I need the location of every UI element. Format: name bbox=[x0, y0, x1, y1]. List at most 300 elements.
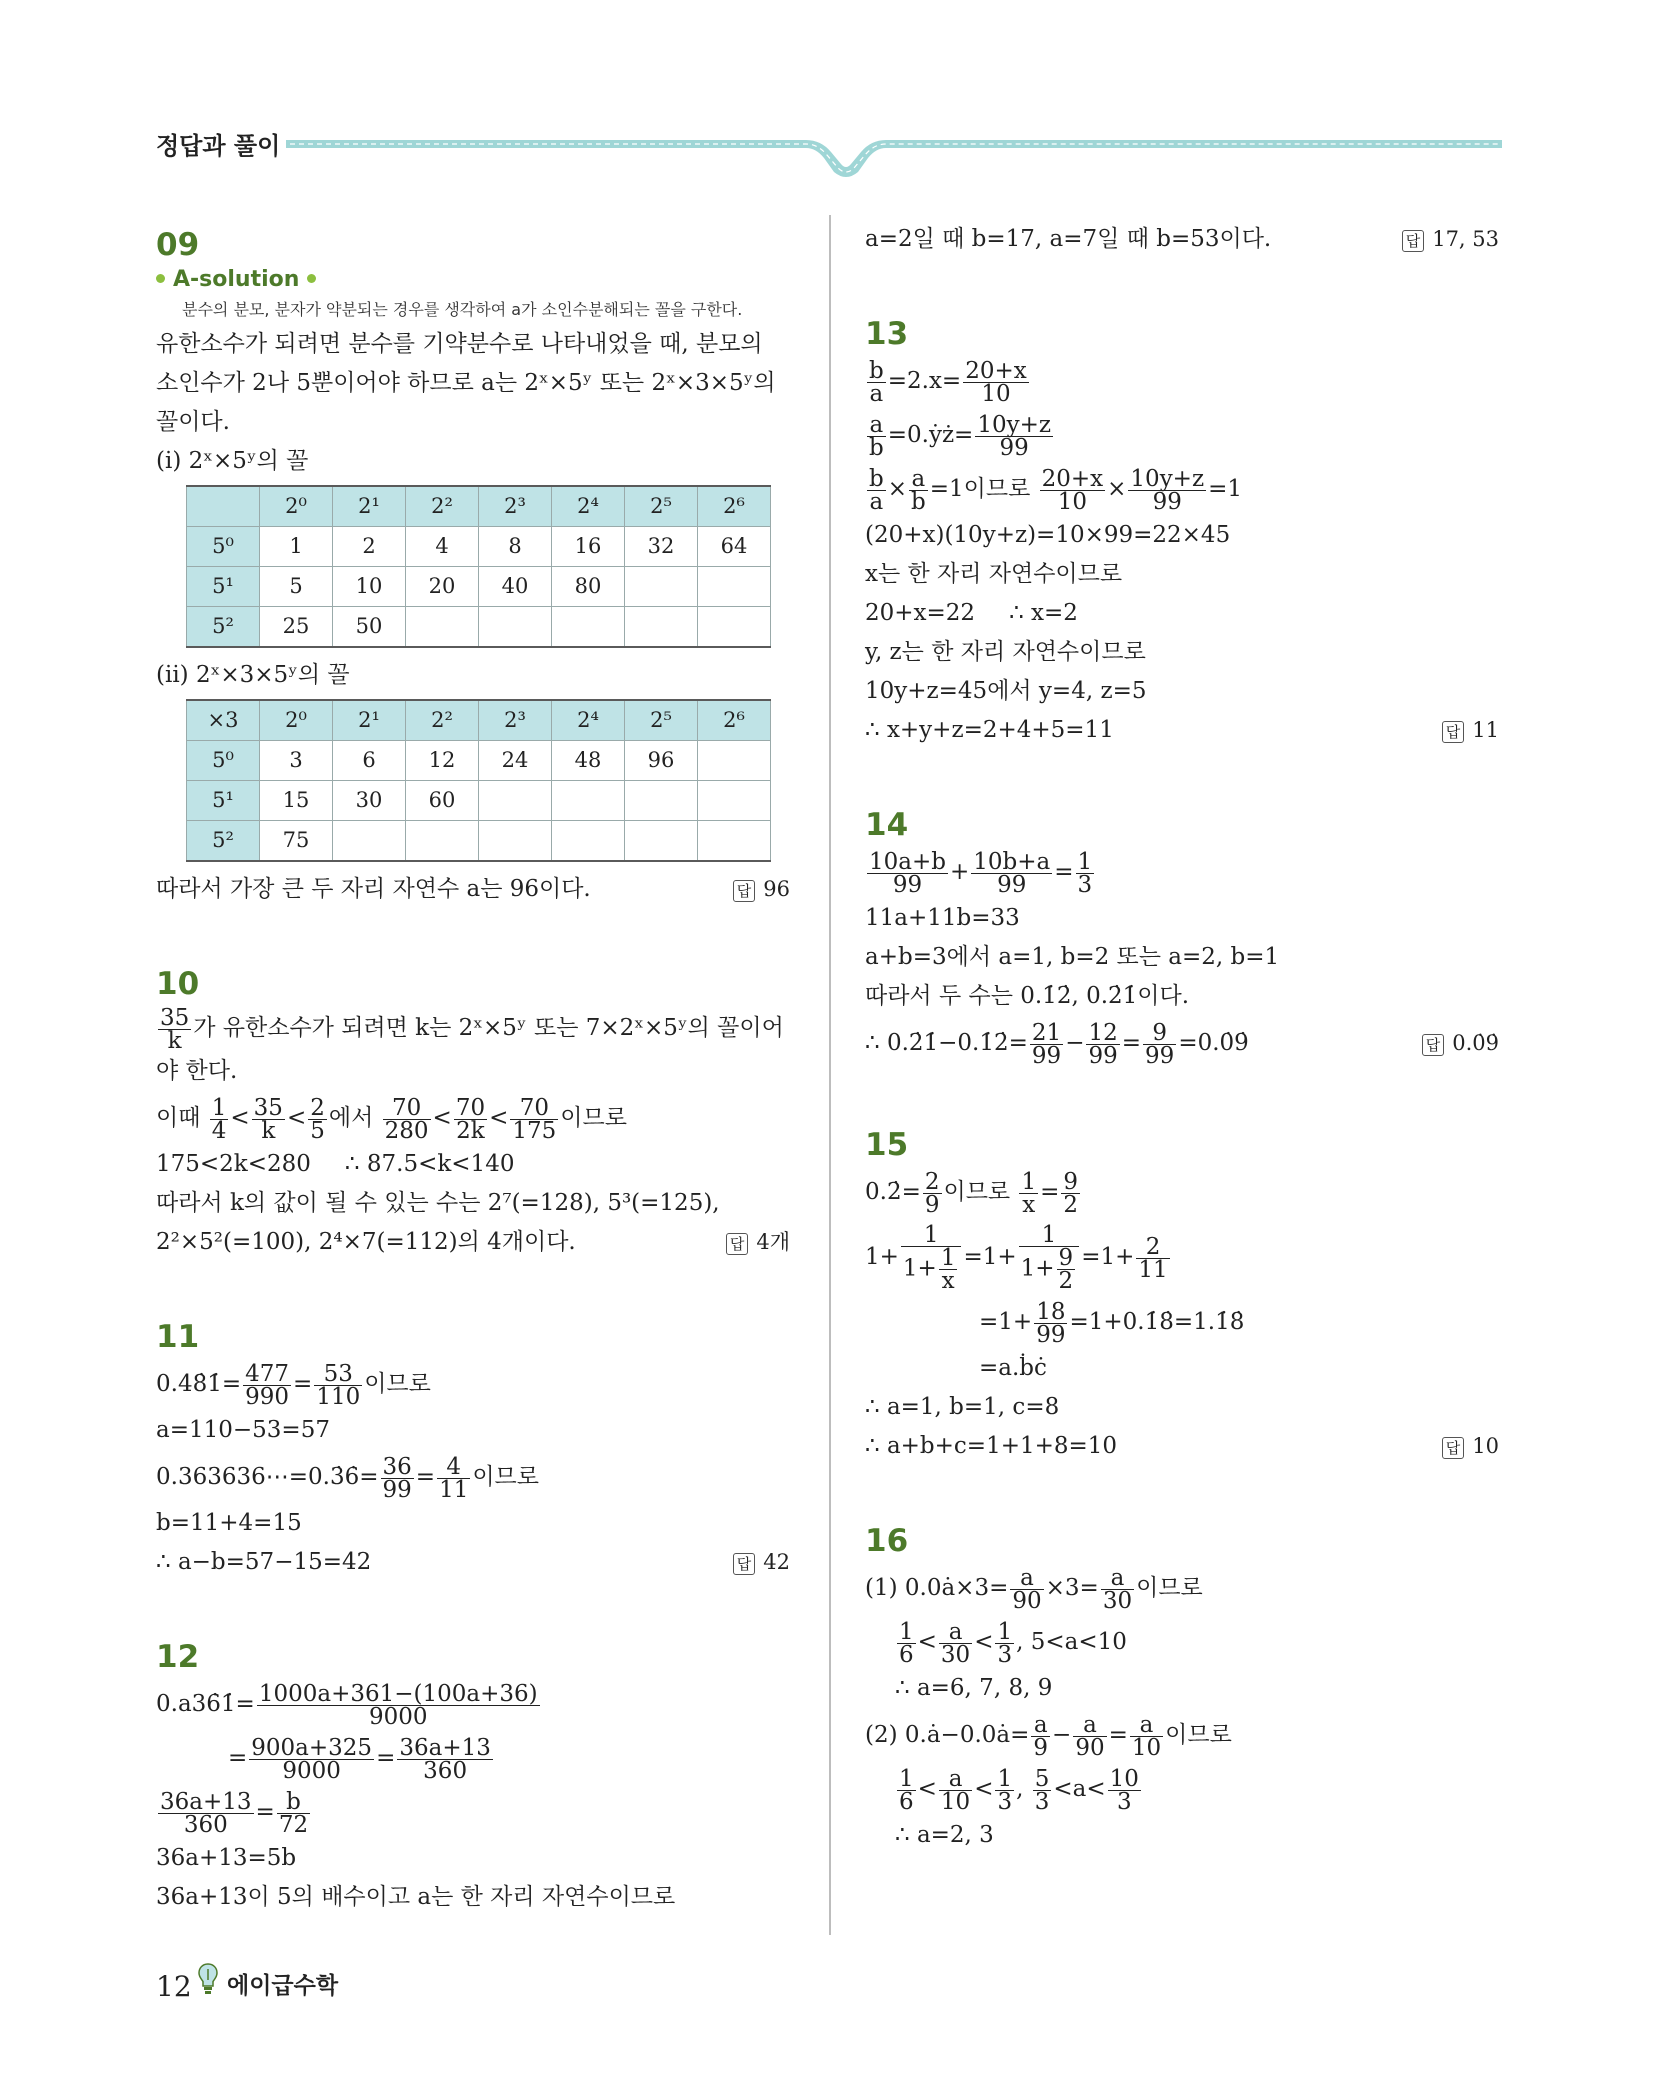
a-solution-text: A-solution bbox=[173, 267, 300, 292]
table-cell bbox=[333, 821, 406, 862]
answer-11 bbox=[733, 1543, 790, 1582]
problem-number-09: 09 bbox=[156, 227, 200, 263]
page-number: 12 bbox=[156, 1970, 192, 2003]
numerator: 35 bbox=[253, 1094, 283, 1121]
denominator: 9 bbox=[1033, 1734, 1049, 1761]
numerator: 10 bbox=[1109, 1765, 1139, 1792]
text-line bbox=[865, 220, 1499, 259]
fraction bbox=[1034, 1298, 1067, 1348]
denominator: 2 bbox=[1058, 1268, 1074, 1294]
problem-number-10: 10 bbox=[156, 966, 200, 1002]
fraction bbox=[1076, 848, 1095, 898]
operator: = bbox=[1054, 859, 1074, 885]
fraction bbox=[867, 465, 886, 515]
numerator: 1 bbox=[1077, 848, 1093, 875]
text: 0.48̇1̇= bbox=[156, 1371, 242, 1397]
operator: < bbox=[286, 1105, 307, 1131]
fraction bbox=[249, 1734, 374, 1784]
answer-value: 42 bbox=[763, 1550, 790, 1574]
math-line bbox=[865, 462, 1499, 516]
numerator: 1000a+361−(100a+36) bbox=[258, 1680, 538, 1707]
table-row bbox=[187, 781, 771, 821]
a-solution-label bbox=[156, 265, 790, 295]
answer-value: 96 bbox=[763, 877, 790, 901]
table-corner-cell bbox=[187, 486, 260, 527]
denominator: 99 bbox=[382, 1476, 412, 1503]
text: ∴ a−b=57−15=42 bbox=[156, 1549, 372, 1575]
table-cell: 75 bbox=[260, 821, 333, 862]
fraction bbox=[1101, 1564, 1134, 1614]
text-line: 소인수가 2나 5뿐이어야 하므로 a는 2ˣ×5ʸ 또는 2ˣ×3×5ʸ의 bbox=[156, 370, 776, 396]
answer-value: 0.0̇9̇ bbox=[1452, 1031, 1499, 1055]
table-corner-cell: ×3 bbox=[187, 700, 260, 741]
math-line bbox=[865, 1762, 1499, 1816]
fraction bbox=[939, 1247, 958, 1292]
numerator: 70 bbox=[510, 1097, 558, 1120]
numerator: 21 bbox=[1031, 1019, 1062, 1046]
numerator: a bbox=[1010, 1567, 1043, 1590]
text-line bbox=[156, 1004, 790, 1052]
text-line: x는 한 자리 자연수이므로 bbox=[865, 561, 1123, 587]
table-row-header: 5⁰ bbox=[187, 741, 260, 781]
numerator: 12 bbox=[1088, 1019, 1118, 1046]
fraction bbox=[158, 1004, 191, 1054]
table-cell: 1 bbox=[260, 527, 333, 567]
numerator: 2 bbox=[924, 1168, 940, 1195]
table-cell: 8 bbox=[479, 527, 552, 567]
denominator: b bbox=[911, 488, 926, 515]
table-column-header: 2⁰ bbox=[260, 486, 333, 527]
fraction bbox=[314, 1360, 362, 1410]
answer-12 bbox=[1402, 220, 1499, 259]
table-column-header: 2³ bbox=[479, 700, 552, 741]
denominator: 9000 bbox=[282, 1757, 341, 1784]
fraction bbox=[1128, 465, 1206, 515]
problem-number-15: 15 bbox=[865, 1127, 909, 1163]
table-column-header: 2⁶ bbox=[698, 700, 771, 741]
table-cell: 5 bbox=[260, 567, 333, 607]
answer-value: 4개 bbox=[756, 1230, 790, 1254]
page-section-title: 정답과 풀이 bbox=[156, 132, 281, 160]
math-line bbox=[156, 1677, 790, 1731]
operator: < bbox=[974, 1776, 994, 1802]
text: =1 bbox=[1208, 476, 1242, 502]
numerator: b bbox=[869, 357, 884, 384]
table-cell: 2 bbox=[333, 527, 406, 567]
power-table-1 bbox=[186, 485, 771, 648]
denominator: 99 bbox=[1145, 1042, 1175, 1069]
table-column-header: 2⁵ bbox=[625, 486, 698, 527]
math-line bbox=[156, 1785, 790, 1839]
fraction bbox=[243, 1360, 291, 1410]
table-cell bbox=[479, 607, 552, 648]
math-line bbox=[865, 1427, 1499, 1466]
numerator: a bbox=[1073, 1714, 1106, 1737]
text: 이때 bbox=[156, 1105, 201, 1131]
numerator: 1 bbox=[211, 1094, 227, 1121]
numerator: 36a+13 bbox=[160, 1788, 252, 1815]
problem-number-11: 11 bbox=[156, 1319, 200, 1355]
text: ∴ x=2 bbox=[1009, 600, 1078, 626]
math-line bbox=[156, 1357, 790, 1411]
text: =1+ bbox=[1081, 1244, 1135, 1270]
numerator: 9 bbox=[1063, 1168, 1079, 1195]
math-line: 10y+z=45에서 y=4, z=5 bbox=[865, 678, 1147, 704]
math-line bbox=[156, 1543, 790, 1582]
math-line: a=110−53=57 bbox=[156, 1417, 330, 1443]
denominator: a bbox=[869, 488, 884, 515]
denominator: 99 bbox=[997, 871, 1027, 898]
table-column-header: 2² bbox=[406, 700, 479, 741]
table-cell bbox=[406, 607, 479, 648]
fraction bbox=[257, 1680, 540, 1730]
operator: = bbox=[255, 1799, 275, 1825]
table-column-header: 2⁰ bbox=[260, 700, 333, 741]
text: 1+ bbox=[1020, 1255, 1055, 1282]
table-cell bbox=[698, 567, 771, 607]
text: =2.x= bbox=[887, 368, 962, 394]
table-column-header: 2² bbox=[406, 486, 479, 527]
operator: < bbox=[489, 1105, 509, 1131]
numerator: 900a+325 bbox=[251, 1734, 373, 1761]
math-line bbox=[865, 408, 1499, 462]
fraction bbox=[995, 1618, 1014, 1668]
table-column-header: 2⁴ bbox=[552, 700, 625, 741]
numerator: 10a+b bbox=[869, 848, 946, 875]
solution-hint: 분수의 분모, 분자가 약분되는 경우를 생각하여 a가 소인수분해되는 꼴을 구한다. bbox=[182, 300, 743, 319]
operator: = bbox=[1121, 1030, 1142, 1056]
denominator: 2k bbox=[456, 1117, 485, 1144]
fraction bbox=[454, 1094, 487, 1144]
fraction bbox=[397, 1734, 493, 1784]
operator: − bbox=[1052, 1722, 1072, 1748]
math-line: ∴ a=1, b=1, c=8 bbox=[865, 1394, 1060, 1420]
answer-value: 11 bbox=[1472, 718, 1499, 742]
text-line bbox=[156, 1223, 790, 1262]
fraction bbox=[1040, 465, 1106, 515]
denominator: 90 bbox=[1012, 1587, 1042, 1614]
math-line bbox=[865, 1561, 1499, 1615]
math-line bbox=[865, 1295, 1499, 1349]
math-line bbox=[865, 594, 1499, 633]
numerator: 477 bbox=[245, 1360, 290, 1387]
text: ×3= bbox=[1045, 1575, 1099, 1601]
power-table-2 bbox=[186, 699, 771, 862]
text-line: 36a+13이 5의 배수이고 a는 한 자리 자연수이므로 bbox=[156, 1884, 676, 1910]
text-line: y, z는 한 자리 자연수이므로 bbox=[865, 639, 1146, 665]
denominator: b bbox=[869, 434, 884, 461]
table-cell bbox=[625, 781, 698, 821]
numerator: 2 bbox=[310, 1094, 325, 1121]
denominator: a bbox=[869, 380, 884, 407]
math-line bbox=[865, 354, 1499, 408]
table-column-header: 2⁵ bbox=[625, 700, 698, 741]
fraction bbox=[909, 465, 928, 515]
conclusion-text: 따라서 가장 큰 두 자리 자연수 a는 96이다. bbox=[156, 876, 591, 902]
table-cell: 60 bbox=[406, 781, 479, 821]
fraction bbox=[308, 1094, 327, 1144]
answer-09 bbox=[733, 870, 790, 909]
text: 0.2̇= bbox=[865, 1179, 921, 1205]
text: , bbox=[1016, 1776, 1024, 1802]
text: 이므로 bbox=[364, 1371, 431, 1397]
table-cell bbox=[479, 781, 552, 821]
numerator: a bbox=[939, 1768, 972, 1791]
table-row bbox=[187, 527, 771, 567]
text: =1+ bbox=[979, 1309, 1033, 1335]
bullet-dot-icon bbox=[156, 274, 165, 283]
math-line bbox=[865, 1016, 1499, 1070]
numerator: 1 bbox=[997, 1618, 1013, 1645]
numerator: 4 bbox=[437, 1456, 470, 1479]
operator: = bbox=[1108, 1722, 1128, 1748]
denominator: k bbox=[261, 1117, 276, 1144]
table-cell: 4 bbox=[406, 527, 479, 567]
math-line bbox=[865, 1615, 1499, 1669]
answer-badge: 답 bbox=[733, 880, 756, 902]
text: ∴ 0.2̇1̇−0.1̇2̇= bbox=[865, 1030, 1028, 1056]
text: 0.a36̇1̇= bbox=[156, 1691, 255, 1717]
fraction bbox=[867, 411, 886, 461]
table-cell: 32 bbox=[625, 527, 698, 567]
numerator: 2 bbox=[1136, 1236, 1169, 1259]
fraction bbox=[971, 848, 1052, 898]
numerator: a bbox=[867, 414, 886, 437]
fraction bbox=[1030, 1019, 1063, 1069]
fraction bbox=[1130, 1711, 1163, 1761]
denominator: x bbox=[1022, 1191, 1036, 1218]
numerator: a bbox=[939, 1621, 972, 1644]
conclusion-line bbox=[156, 870, 790, 909]
table-column-header: 2¹ bbox=[333, 700, 406, 741]
text: =0.0̇9̇ bbox=[1178, 1030, 1249, 1056]
denominator: 360 bbox=[183, 1811, 228, 1838]
fraction bbox=[437, 1453, 470, 1503]
table-row-header: 5¹ bbox=[187, 781, 260, 821]
table-cell bbox=[406, 821, 479, 862]
problem-number-13: 13 bbox=[865, 316, 909, 352]
numerator: 70 bbox=[455, 1094, 486, 1121]
fraction bbox=[1019, 1168, 1038, 1218]
answer-badge: 답 bbox=[1442, 721, 1465, 743]
denominator: 99 bbox=[892, 871, 923, 898]
table-cell: 25 bbox=[260, 607, 333, 648]
complex-fraction bbox=[1019, 1224, 1080, 1292]
fraction bbox=[995, 1765, 1014, 1815]
operator: < bbox=[917, 1629, 937, 1655]
fraction bbox=[897, 1765, 916, 1815]
text: 2²×5²(=100), 2⁴×7(=112)의 4개이다. bbox=[156, 1229, 576, 1255]
denominator: 3 bbox=[1077, 871, 1093, 898]
answer-value: 17, 53 bbox=[1432, 227, 1499, 251]
table-row bbox=[187, 567, 771, 607]
numerator: a bbox=[909, 468, 928, 491]
bullet-dot-icon bbox=[307, 274, 316, 283]
fraction bbox=[1143, 1019, 1176, 1069]
problem-number-16: 16 bbox=[865, 1523, 909, 1559]
numerator: 1 bbox=[899, 1765, 914, 1792]
denominator: 3 bbox=[997, 1641, 1013, 1668]
text: 1+ bbox=[865, 1244, 899, 1270]
numerator: b bbox=[869, 465, 884, 492]
fraction bbox=[1086, 1019, 1119, 1069]
operator: = bbox=[228, 1745, 248, 1771]
table-cell: 6 bbox=[333, 741, 406, 781]
table-cell: 15 bbox=[260, 781, 333, 821]
text: , 5<a<10 bbox=[1016, 1629, 1127, 1655]
numerator: 1 bbox=[899, 1618, 914, 1645]
brand-name: 에이급수학 bbox=[227, 1973, 339, 1999]
fraction bbox=[277, 1788, 310, 1838]
fraction bbox=[1136, 1233, 1169, 1283]
text: (1) 0.0ȧ×3= bbox=[865, 1575, 1009, 1601]
column-divider bbox=[829, 215, 831, 1935]
numerator: 18 bbox=[1036, 1298, 1066, 1325]
operator: − bbox=[1065, 1030, 1085, 1056]
table-cell: 80 bbox=[552, 567, 625, 607]
math-line bbox=[865, 1708, 1499, 1762]
table-column-header: 2¹ bbox=[333, 486, 406, 527]
operator: = bbox=[1040, 1179, 1060, 1205]
math-line bbox=[865, 845, 1499, 899]
table-row bbox=[187, 741, 771, 781]
text: 175<2k<280 bbox=[156, 1151, 311, 1177]
fraction bbox=[1108, 1765, 1141, 1815]
text: 1+ bbox=[902, 1255, 937, 1282]
table-cell: 40 bbox=[479, 567, 552, 607]
numerator: 9 bbox=[1143, 1022, 1176, 1045]
fraction bbox=[1073, 1711, 1106, 1761]
answer-badge: 답 bbox=[1422, 1034, 1445, 1056]
text: a=2일 때 b=17, a=7일 때 b=53이다. bbox=[865, 226, 1272, 252]
fraction bbox=[1057, 1247, 1076, 1292]
table-cell: 24 bbox=[479, 741, 552, 781]
numerator: b bbox=[277, 1791, 310, 1814]
table-cell bbox=[552, 821, 625, 862]
table-cell bbox=[698, 821, 771, 862]
table-cell bbox=[625, 821, 698, 862]
denominator: 6 bbox=[899, 1788, 914, 1815]
answer-value: 10 bbox=[1472, 1434, 1499, 1458]
numerator: 53 bbox=[314, 1363, 362, 1386]
header-decorative-band bbox=[286, 130, 1502, 180]
text: ∴ 87.5<k<140 bbox=[344, 1151, 515, 1177]
lightbulb-icon bbox=[196, 1962, 220, 1996]
numerator: a bbox=[1031, 1714, 1050, 1737]
problem-number-14: 14 bbox=[865, 807, 909, 843]
answer-badge: 답 bbox=[1402, 230, 1425, 252]
numerator: 35 bbox=[160, 1004, 190, 1031]
operator: < bbox=[974, 1629, 994, 1655]
text: <a< bbox=[1053, 1776, 1106, 1802]
operator: = bbox=[293, 1371, 313, 1397]
denominator: 99 bbox=[999, 434, 1029, 461]
operator: + bbox=[949, 859, 970, 885]
text: =1이므로 bbox=[929, 476, 1031, 502]
fraction bbox=[383, 1094, 431, 1144]
fraction bbox=[963, 357, 1029, 407]
fraction bbox=[158, 1788, 254, 1838]
denominator: 99 bbox=[1088, 1042, 1118, 1069]
text: (2) 0.ȧ−0.0ȧ= bbox=[865, 1722, 1030, 1748]
denominator: 990 bbox=[245, 1383, 290, 1410]
table-cell: 12 bbox=[406, 741, 479, 781]
math-line: b=11+4=15 bbox=[156, 1510, 302, 1536]
answer-13 bbox=[1442, 711, 1499, 750]
denominator: 9000 bbox=[368, 1703, 428, 1730]
math-line: (20+x)(10y+z)=10×99=22×45 bbox=[865, 522, 1231, 548]
fraction bbox=[1031, 1711, 1050, 1761]
table-column-header: 2³ bbox=[479, 486, 552, 527]
text: =0.ẏż= bbox=[887, 422, 974, 448]
denominator: 99 bbox=[1152, 488, 1182, 515]
fraction bbox=[897, 1618, 916, 1668]
math-line: 36a+13=5b bbox=[156, 1845, 297, 1871]
table-row-header: 5¹ bbox=[187, 567, 260, 607]
text-line: 야 한다. bbox=[156, 1058, 238, 1084]
denominator: k bbox=[167, 1027, 182, 1054]
fraction bbox=[939, 1618, 972, 1668]
table-cell bbox=[625, 607, 698, 648]
table-cell bbox=[698, 607, 771, 648]
text: 에서 bbox=[328, 1105, 374, 1131]
fraction bbox=[1010, 1564, 1043, 1614]
answer-15 bbox=[1442, 1427, 1499, 1466]
numerator: 70 bbox=[383, 1097, 431, 1120]
math-line bbox=[156, 1145, 790, 1184]
complex-fraction bbox=[901, 1224, 962, 1292]
text: =1+0.1̇8̇=1.1̇8̇ bbox=[1069, 1309, 1245, 1335]
fraction bbox=[1061, 1168, 1080, 1218]
operator: = bbox=[415, 1464, 436, 1490]
operator: = bbox=[376, 1745, 396, 1771]
fraction bbox=[867, 357, 886, 407]
fraction bbox=[923, 1168, 942, 1218]
table-cell bbox=[479, 821, 552, 862]
math-line: a+b=3에서 a=1, b=2 또는 a=2, b=1 bbox=[865, 944, 1280, 970]
denominator bbox=[1019, 1247, 1080, 1292]
text: ∴ x+y+z=2+4+5=11 bbox=[865, 717, 1114, 743]
denominator: 175 bbox=[512, 1117, 557, 1144]
table-cell: 96 bbox=[625, 741, 698, 781]
denominator bbox=[901, 1247, 962, 1292]
table-row-header: 5² bbox=[187, 821, 260, 862]
math-line bbox=[156, 1091, 790, 1145]
denominator: 30 bbox=[940, 1641, 971, 1668]
math-line bbox=[156, 1731, 790, 1785]
text: ∴ a+b+c=1+1+8=10 bbox=[865, 1433, 1118, 1459]
table-cell: 16 bbox=[552, 527, 625, 567]
answer-badge: 답 bbox=[726, 1233, 749, 1255]
denominator: 360 bbox=[423, 1757, 468, 1784]
numerator: a bbox=[1130, 1714, 1163, 1737]
denominator: 280 bbox=[384, 1117, 429, 1144]
table-column-header: 2⁶ bbox=[698, 486, 771, 527]
fraction bbox=[381, 1453, 414, 1503]
numerator: 1 bbox=[997, 1765, 1013, 1792]
operator: × bbox=[1107, 476, 1127, 502]
denominator: 110 bbox=[316, 1383, 361, 1410]
text-line: 따라서 k의 값이 될 수 있는 수는 2⁷(=128), 5³(=125), bbox=[156, 1190, 720, 1216]
text: 20+x=22 bbox=[865, 600, 976, 626]
math-line bbox=[865, 1219, 1499, 1295]
numerator: 10b+a bbox=[973, 848, 1051, 875]
text: 가 유한소수가 되려면 k는 2ˣ×5ʸ 또는 7×2ˣ×5ʸ의 꼴이어 bbox=[193, 1015, 784, 1041]
table-cell bbox=[552, 781, 625, 821]
numerator: 1 bbox=[940, 1245, 956, 1271]
text-line: 따라서 두 수는 0.1̇2̇, 0.2̇1̇이다. bbox=[865, 983, 1190, 1009]
denominator: 2 bbox=[1063, 1191, 1079, 1218]
